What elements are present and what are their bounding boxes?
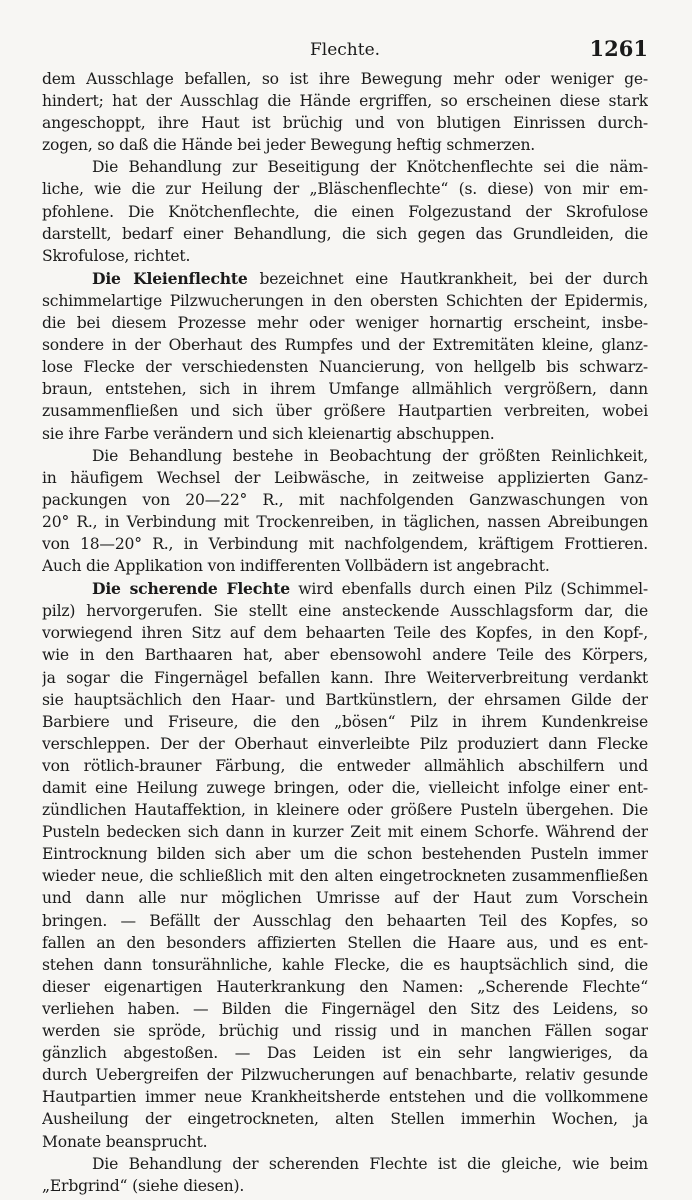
line-text: fallen an den besonders affizierten Stellen die Haare aus, und es ent-	[42, 933, 648, 952]
text-line	[42, 821, 648, 843]
line-text: sie ihre Farbe verändern und sich kleienartig abschuppen.	[42, 424, 495, 443]
line-text: in häufigem Wechsel der Leibwäsche, in zeitweise applizierten Ganz-	[42, 468, 648, 487]
line-text: liche, wie die zur Heilung der „Bläschenflechte“ (s. diese) von mir em-	[42, 180, 648, 199]
text-line	[42, 799, 648, 821]
text-line	[42, 644, 648, 666]
line-text: zogen, so daß die Hände bei jeder Bewegung heftig schmerzen.	[42, 136, 536, 155]
line-text: die bei diesem Prozesse mehr oder weniger hornartig erscheint, insbe-	[42, 314, 648, 333]
text-line	[42, 489, 648, 511]
line-text: dieser eigenartigen Hauterkrankung den Namen: „Scherende Flechte“	[42, 977, 648, 996]
line-text: pilz) hervorgerufen. Sie stellt eine ansteckende Ausschlagsform dar, die	[42, 602, 648, 621]
line-text: Barbiere und Friseure, die den „bösen“ Pilz in ihrem Kundenkreise	[42, 712, 648, 731]
text-line	[42, 689, 648, 711]
text-line	[42, 910, 648, 932]
text-line	[42, 954, 648, 976]
text-line	[42, 334, 648, 356]
text-line	[42, 290, 648, 312]
text-line	[42, 178, 648, 200]
line-text: packungen von 20—22° R., mit nachfolgenden Ganzwaschungen von	[42, 490, 648, 509]
text-line	[42, 356, 648, 378]
text-line	[42, 1175, 648, 1197]
line-text: durch Uebergreifen der Pilzwucherungen auf benachbarte, relativ gesunde	[42, 1066, 648, 1085]
text-line	[42, 201, 648, 223]
line-text: werden sie spröde, brüchig und rissig und in manchen Fällen sogar	[42, 1022, 648, 1041]
text-line	[42, 843, 648, 865]
text-line	[42, 755, 648, 777]
line-text: braun, entstehen, sich in ihrem Umfange allmählich vergrößern, dann	[42, 380, 648, 399]
text-line	[42, 112, 648, 134]
line-text: wird ebenfalls durch einen Pilz (Schimmel-	[289, 580, 648, 599]
text-line	[42, 711, 648, 733]
text-line	[42, 400, 648, 422]
text-line	[42, 600, 648, 622]
line-text: stehen dann tonsurähnliche, kahle Flecke, die es hauptsächlich sind, die	[42, 955, 648, 974]
text-line	[42, 1042, 648, 1064]
line-text: vorwiegend ihren Sitz auf dem behaarten Teile des Kopfes, in den Kopf-,	[42, 624, 648, 643]
line-text: hindert; hat der Ausschlag die Hände ergriffen, so erscheinen diese stark	[42, 92, 648, 111]
line-text: gänzlich abgestoßen. — Das Leiden ist ein sehr langwieriges, da	[42, 1044, 648, 1063]
text-line	[42, 423, 648, 445]
text-line	[42, 467, 648, 489]
line-text: Skrofulose, richtet.	[42, 246, 191, 265]
line-text: von 18—20° R., in Verbindung mit nachfolgendem, kräftigem Frottieren.	[42, 534, 648, 553]
text-line	[42, 245, 648, 267]
text-line	[42, 555, 648, 577]
line-text: von rötlich-brauner Färbung, die entweder allmählich abschilfern und	[42, 756, 648, 775]
line-text: 20° R., in Verbindung mit Trockenreiben, in täglichen, nassen Abreibungen	[42, 512, 648, 531]
text-line	[42, 378, 648, 400]
text-line	[42, 667, 648, 689]
line-text: Die Behandlung der scherenden Flechte ist die gleiche, wie beim	[92, 1154, 648, 1173]
line-text: sie hauptsächlich den Haar- und Bartkünstlern, der ehrsamen Gilde der	[42, 690, 648, 709]
text-line	[42, 1064, 648, 1086]
line-text: Pusteln bedecken sich dann in kurzer Zeit mit einem Schorfe. Während der	[42, 823, 648, 842]
text-line	[42, 932, 648, 954]
text-line	[42, 312, 648, 334]
line-text: damit eine Heilung zuwege bringen, oder die, vielleicht infolge einer ent-	[42, 779, 648, 797]
line-text: pfohlene. Die Knötchenflechte, die einen Folgezustand der Skrofulose	[42, 202, 648, 221]
page-number: 1261	[589, 36, 648, 61]
text-line	[42, 578, 648, 600]
section-heading: Die Kleienflechte	[92, 268, 248, 288]
line-text: verschleppen. Der der Oberhaut einverleibte Pilz produziert dann Flecke	[42, 734, 648, 753]
line-text: dem Ausschlage befallen, so ist ihre Bewegung mehr oder weniger ge-	[42, 70, 648, 88]
text-line	[42, 1131, 648, 1153]
line-text: Eintrocknung bilden sich aber um die schon bestehenden Pusteln immer	[42, 845, 648, 864]
line-text: darstellt, bedarf einer Behandlung, die sich gegen das Grundleiden, die	[42, 224, 648, 243]
text-line	[42, 976, 648, 998]
line-text: und dann alle nur möglichen Umrisse auf der Haut zum Vorschein	[42, 889, 648, 908]
line-text: bezeichnet eine Hautkrankheit, bei der durch	[247, 269, 648, 288]
running-head: Flechte.	[309, 40, 381, 60]
line-text: Auch die Applikation von indifferenten Vollbädern ist angebracht.	[42, 557, 550, 576]
text-line	[42, 1153, 648, 1175]
text-line	[42, 156, 648, 178]
text-line	[42, 533, 648, 555]
text-line	[42, 1108, 648, 1130]
line-text: sondere in der Oberhaut des Rumpfes und der Extremitäten kleine, glanz-	[42, 336, 648, 355]
line-text: wie in den Barthaaren hat, aber ebensowohl andere Teile des Körpers,	[42, 646, 648, 665]
line-text: schimmelartige Pilzwucherungen in den obersten Schichten der Epidermis,	[42, 291, 648, 310]
text-line	[42, 622, 648, 644]
text-line	[42, 268, 648, 290]
text-line	[42, 511, 648, 533]
text-line	[42, 90, 648, 112]
line-text: Ausheilung der eingetrockneten, alten Stellen immerhin Wochen, ja	[42, 1110, 648, 1129]
line-text: Die Behandlung zur Beseitigung der Knötchenflechte sei die näm-	[92, 158, 648, 177]
line-text: lose Flecke der verschiedensten Nuancierung, von hellgelb bis schwarz-	[42, 358, 648, 377]
text-line	[42, 733, 648, 755]
text-line	[42, 777, 648, 799]
line-text: zusammenfließen und sich über größere Hautpartien verbreiten, wobei	[42, 402, 648, 421]
page-header	[42, 0, 648, 61]
line-text: zündlichen Hautaffektion, in kleinere oder größere Pusteln übergehen. Die	[42, 801, 648, 820]
text-line	[42, 1020, 648, 1042]
text-line	[42, 223, 648, 245]
line-text: wieder neue, die schließlich mit den alten eingetrockneten zusammenfließen	[42, 867, 648, 886]
text-line	[42, 445, 648, 467]
text-line	[42, 998, 648, 1020]
text-line	[42, 68, 648, 90]
line-text: ja sogar die Fingernägel befallen kann. Ihre Weiterverbreitung verdankt	[42, 668, 648, 687]
line-text: bringen. — Befällt der Ausschlag den behaarten Teil des Kopfes, so	[42, 911, 648, 930]
line-text: Monate beansprucht.	[42, 1132, 208, 1151]
text-line	[42, 134, 648, 156]
line-text: Hautpartien immer neue Krankheitsherde entstehen und die vollkommene	[42, 1088, 648, 1107]
section-heading: Die scherende Flechte	[92, 579, 290, 599]
text-line	[42, 865, 648, 887]
text-line	[42, 1086, 648, 1108]
line-text: verliehen haben. — Bilden die Fingernägel den Sitz des Leidens, so	[42, 999, 648, 1018]
text-line	[42, 887, 648, 909]
line-text: „Erbgrind“ (siehe diesen).	[42, 1176, 245, 1195]
line-text: angeschoppt, ihre Haut ist brüchig und von blutigen Einrissen durch-	[42, 114, 648, 133]
line-text: Die Behandlung bestehe in Beobachtung der größten Reinlichkeit,	[92, 446, 648, 465]
body-text	[42, 68, 648, 1197]
